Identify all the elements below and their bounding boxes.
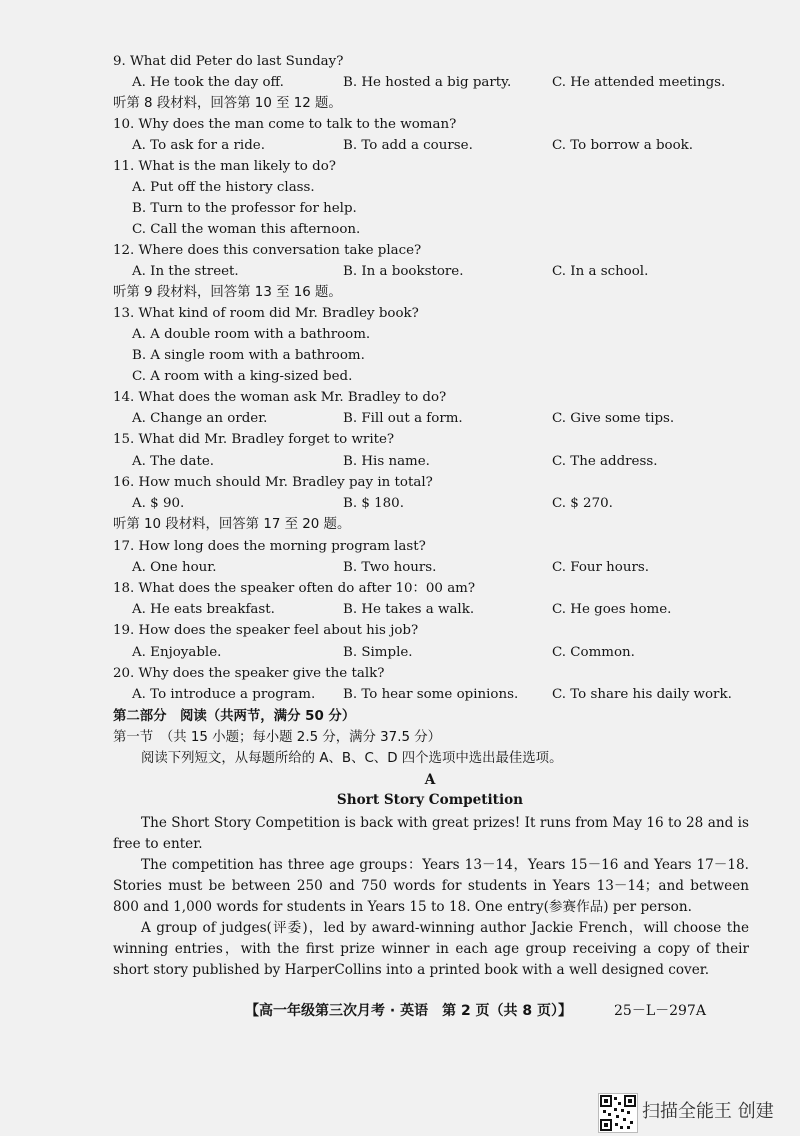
question-12-stem: 12. Where does this conversation take place? [113,243,422,258]
question-14-option-a: A. Change an order. [132,411,268,426]
question-11-option-b: B. Turn to the professor for help. [132,201,357,216]
question-12-option-b: B. In a bookstore. [343,264,464,279]
question-19-option-c: C. Common. [552,645,635,660]
question-19-option-b: B. Simple. [343,645,413,660]
question-18-stem: 18. What does the speaker often do after 10：00 am? [113,581,476,596]
question-13-option-a: A. A double room with a bathroom. [132,327,371,342]
question-9-option-a: A. He took the day off. [132,75,284,90]
question-12-option-c: C. In a school. [552,264,649,279]
part-2-heading: 第二部分 阅读（共两节，满分 50 分） [113,709,356,724]
section-9-instruction: 听第 9 段材料，回答第 13 至 16 题。 [113,285,342,300]
question-17-option-c: C. Four hours. [552,560,650,575]
passage-paragraph-3: A group of judges(评委)，led by award-winning author Jackie French，will choose the winning entries，with the first prize winner in each age group receiving a copy of their short story published by HarperCollins into a printed book with a well designed cover. [113,920,749,979]
question-9-stem: 9. What did Peter do last Sunday? [113,54,344,69]
qr-code-icon [598,1093,638,1133]
question-20-stem: 20. Why does the speaker give the talk? [113,666,385,681]
question-17-option-a: A. One hour. [132,560,217,575]
question-11-stem: 11. What is the man likely to do? [113,159,336,174]
question-15-option-c: C. The address. [552,454,658,469]
question-9-option-c: C. He attended meetings. [552,75,726,90]
question-15-stem: 15. What did Mr. Bradley forget to write? [113,432,395,447]
question-11-option-a: A. Put off the history class. [132,180,315,195]
question-18-option-a: A. He eats breakfast. [132,602,275,617]
question-14-option-b: B. Fill out a form. [343,411,463,426]
question-13-stem: 13. What kind of room did Mr. Bradley book? [113,306,419,321]
passage-paragraph-2: The competition has three age groups：Years 13－14，Years 15－16 and Years 17－18. Stories must be between 250 and 750 words for students in Years 13－14；and between 800 and 1,000 words for students in Years 15 to 18. One entry(参赛作品) per person. [113,857,749,916]
page-footer-code: 25－L－297A [614,1003,706,1019]
scanner-watermark: 扫描全能王 创建 [642,1101,774,1122]
question-16-option-c: C. $ 270. [552,496,613,511]
passage-paragraph-1: The Short Story Competition is back with great prizes! It runs from May 16 to 28 and is free to enter. [113,815,749,853]
question-14-option-c: C. Give some tips. [552,411,675,426]
reading-instructions: 阅读下列短文，从每题所给的 A、B、C、D 四个选项中选出最佳选项。 [141,751,563,766]
page-footer-title: 【高一年级第三次月考 · 英语 第 2 页（共 8 页）】 [245,1003,573,1019]
question-12-option-a: A. In the street. [132,264,239,279]
question-16-stem: 16. How much should Mr. Bradley pay in total? [113,475,433,490]
question-13-option-b: B. A single room with a bathroom. [132,348,365,363]
question-20-option-a: A. To introduce a program. [132,687,316,702]
passage-letter: A [424,772,436,788]
question-17-stem: 17. How long does the morning program last? [113,539,426,554]
question-17-option-b: B. Two hours. [343,560,437,575]
question-10-option-a: A. To ask for a ride. [132,138,265,153]
question-16-option-b: B. $ 180. [343,496,404,511]
question-20-option-b: B. To hear some opinions. [343,687,519,702]
question-19-stem: 19. How does the speaker feel about his job? [113,623,419,638]
question-19-option-a: A. Enjoyable. [132,645,222,660]
question-10-option-b: B. To add a course. [343,138,473,153]
question-10-stem: 10. Why does the man come to talk to the woman? [113,117,457,132]
question-9-option-b: B. He hosted a big party. [343,75,512,90]
question-14-stem: 14. What does the woman ask Mr. Bradley to do? [113,390,447,405]
section-8-instruction: 听第 8 段材料，回答第 10 至 12 题。 [113,96,342,111]
question-18-option-c: C. He goes home. [552,602,672,617]
passage-title: Short Story Competition [336,792,524,808]
question-18-option-b: B. He takes a walk. [343,602,475,617]
question-10-option-c: C. To borrow a book. [552,138,694,153]
question-15-option-b: B. His name. [343,454,430,469]
section-10-instruction: 听第 10 段材料，回答第 17 至 20 题。 [113,517,351,532]
question-15-option-a: A. The date. [132,454,215,469]
question-11-option-c: C. Call the woman this afternoon. [132,222,361,237]
question-13-option-c: C. A room with a king-sized bed. [132,369,353,384]
section-1-heading: 第一节 （共 15 小题；每小题 2.5 分，满分 37.5 分） [113,730,442,745]
question-20-option-c: C. To share his daily work. [552,687,732,702]
question-16-option-a: A. $ 90. [132,496,185,511]
